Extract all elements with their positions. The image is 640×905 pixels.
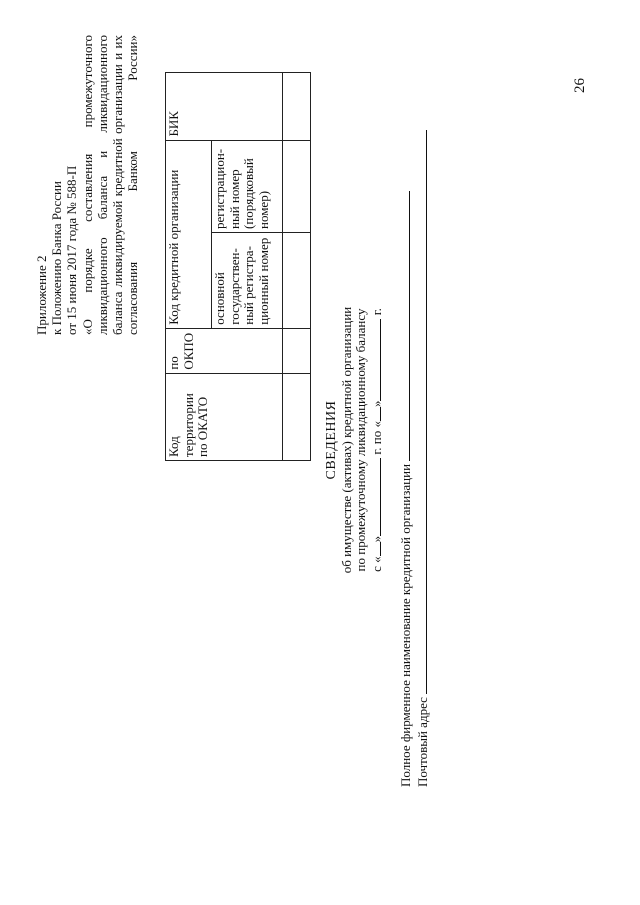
report-heading: СВЕДЕНИЯ xyxy=(324,400,339,480)
okato-cell xyxy=(283,373,311,460)
bik-cell xyxy=(283,73,311,141)
postal-address-label: Почтовый адрес xyxy=(415,697,430,787)
report-title-block xyxy=(325,255,384,625)
appendix-line: к Положению Банка России xyxy=(49,181,65,335)
organization-fields xyxy=(397,130,431,787)
from-month-year-blank[interactable] xyxy=(369,458,381,536)
appendix-header xyxy=(34,35,140,335)
reg-number-cell xyxy=(283,140,311,232)
ogrn-header: основной государствен-ный регистра-ционный номер xyxy=(212,233,283,329)
ogrn-cell xyxy=(283,233,311,329)
report-subtitle-2: по промежуточному ликвидационному балансу xyxy=(353,308,368,572)
bik-header: БИК xyxy=(166,73,283,141)
okpo-header: по ОКПО xyxy=(166,328,283,373)
okato-header: Код территории по ОКАТО xyxy=(166,373,283,460)
okpo-cell xyxy=(283,328,311,373)
report-subtitle-1: об имуществе (активах) кредитной организации xyxy=(338,306,354,574)
to-month-year-blank[interactable] xyxy=(369,319,381,401)
appendix-line: от 15 июня 2017 года № 588-П xyxy=(64,165,80,335)
credit-org-code-header: Код кредитной организации xyxy=(166,140,212,328)
postal-address-field[interactable] xyxy=(414,130,427,694)
appendix-line: Приложение 2 xyxy=(34,255,49,335)
full-name-label: Полное фирменное наименование кредитной организации xyxy=(398,463,413,787)
to-day-blank[interactable] xyxy=(369,407,381,421)
from-day-blank[interactable] xyxy=(369,542,381,556)
full-name-field[interactable] xyxy=(397,191,410,461)
codes-table xyxy=(165,72,311,461)
report-period-line: с «» г. по «» г. xyxy=(368,308,384,572)
appendix-regulation-title: «О порядке составления промежуточного ликвидационного баланса и ликвидационного баланса ликвидируемой кредитной организации и их согласования Банком России» xyxy=(79,35,141,335)
full-name-row xyxy=(397,130,414,787)
page-number: 26 xyxy=(572,78,588,93)
postal-address-row xyxy=(414,130,431,787)
reg-number-header: регистрацион-ный номер (порядковый номер) xyxy=(212,140,283,232)
